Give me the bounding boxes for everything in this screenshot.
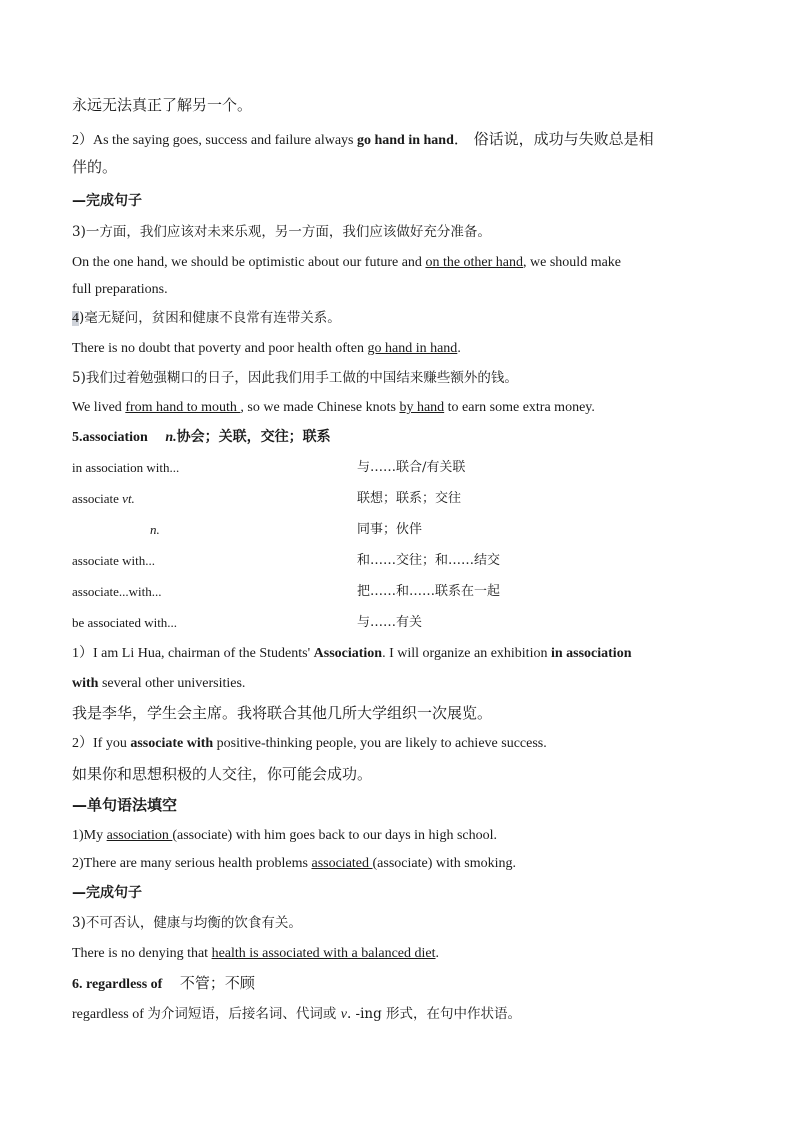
- note-term: v: [340, 1007, 347, 1022]
- example-sentence: [72, 675, 722, 693]
- key-phrase: associate with: [130, 736, 214, 751]
- vocab-translation: 联想；联系；交往: [357, 491, 462, 506]
- chinese-prompt: 3)不可否认，健康与均衡的饮食有关。: [72, 915, 302, 931]
- section-heading: —完成句子: [72, 193, 142, 209]
- chinese-prompt: 5)我们过着勉强糊口的日子，因此我们用手工做的中国结来赚些额外的钱。: [72, 370, 518, 386]
- phrase-text: associate: [72, 491, 123, 506]
- text-line: 永远无法真正了解另一个。: [72, 96, 253, 114]
- sentence-text: .: [457, 341, 461, 356]
- vocab-translation: 把……和……联系在一起: [357, 584, 501, 599]
- text-line: full preparations.: [72, 282, 168, 297]
- vocab-phrase: in association with...: [72, 460, 180, 475]
- sentence-text: to earn some extra money.: [444, 400, 595, 415]
- sentence-text: There is no doubt that poverty and poor health often: [72, 341, 368, 356]
- note-text: 为介词短语，后接名词、代词或: [147, 1006, 341, 1022]
- sentence-text: positive-thinking people, you are likely to achieve success.: [213, 736, 547, 751]
- sentence-text: several other universities.: [98, 676, 246, 691]
- sentence-text: (associate) with him goes back to our days in high school.: [172, 828, 498, 843]
- note-term: regardless of: [72, 1007, 148, 1022]
- sentence-text: 1)My: [72, 828, 107, 843]
- vocab-phrase: [150, 521, 794, 539]
- sentence-text: 1）I am Li Hua, chairman of the Students': [72, 646, 314, 661]
- answer-blank: go hand in hand: [367, 341, 458, 356]
- vocab-word: 6. regardless of: [72, 977, 163, 992]
- vocab-heading: [72, 428, 722, 447]
- answer-sentence: [72, 254, 722, 272]
- grammar-item: [72, 827, 722, 845]
- answer-blank: on the other hand: [425, 255, 524, 270]
- answer-blank: from hand to mouth: [125, 400, 241, 415]
- answer-blank: health is associated with a balanced diet: [211, 946, 436, 961]
- grammar-item: [72, 855, 722, 873]
- chinese-prompt: 3)一方面，我们应该对未来乐观，另一方面，我们应该做好充分准备。: [72, 224, 491, 240]
- part-of-speech: n.: [150, 522, 160, 537]
- vocab-translation: 和……交往；和……结交: [357, 553, 501, 568]
- vocab-meaning: 不管；不顾: [179, 974, 255, 992]
- sentence-text: We lived: [72, 400, 126, 415]
- section-heading: —完成句子: [72, 885, 142, 901]
- answer-sentence: [72, 399, 722, 417]
- vocab-translation: 与……联合/有关联: [357, 460, 466, 475]
- item-number: 4: [72, 311, 79, 326]
- sentence-text: (associate) with smoking.: [372, 856, 516, 871]
- example-sentence: [72, 735, 722, 753]
- key-phrase: with: [72, 676, 99, 691]
- key-phrase: in association: [550, 646, 632, 661]
- example-sentence: [72, 645, 722, 663]
- sentence-text: .: [435, 946, 439, 961]
- vocab-translation: 同事；伙伴: [357, 522, 423, 537]
- sentence-text: 2）If you: [72, 736, 131, 751]
- text-line: 伴的。: [72, 158, 118, 176]
- example-sentence: [72, 130, 722, 150]
- chinese-prompt: [72, 309, 722, 328]
- sentence-text: , so we made Chinese knots: [240, 400, 400, 415]
- sentence-translation: ． 俗话说，成功与失败总是相: [453, 130, 654, 148]
- answer-blank: associated: [311, 856, 373, 871]
- vocab-phrase: associate...with...: [72, 584, 162, 599]
- note-text: . -ing 形式，在句中作状语。: [346, 1006, 522, 1022]
- answer-blank: by hand: [399, 400, 445, 415]
- answer-blank: association: [106, 828, 173, 843]
- sentence-translation: 如果你和思想积极的人交往，你可能会成功。: [72, 765, 373, 783]
- sentence-text: There is no denying that: [72, 946, 212, 961]
- sentence-text: 2）As the saying goes, success and failure always: [72, 133, 357, 148]
- sentence-text: . I will organize an exhibition: [382, 646, 551, 661]
- vocab-heading: [72, 974, 722, 994]
- sentence-text: On the one hand, we should be optimistic about our future and: [72, 255, 426, 270]
- vocab-translation: 与……有关: [357, 615, 423, 630]
- section-heading: —单句语法填空: [72, 796, 178, 814]
- sentence-text: 2)There are many serious health problems: [72, 856, 312, 871]
- prompt-text: )毫无疑问，贫困和健康不良常有连带关系。: [79, 310, 341, 326]
- vocab-meaning: 协会；关联，交往；联系: [176, 429, 331, 445]
- key-phrase: Association: [313, 646, 383, 661]
- sentence-translation: 我是李华，学生会主席。我将联合其他几所大学组织一次展览。: [72, 704, 493, 722]
- key-phrase: go hand in hand: [356, 133, 454, 148]
- vocab-phrase: associate with...: [72, 553, 156, 568]
- usage-note: [72, 1005, 722, 1024]
- vocab-phrase: be associated with...: [72, 615, 178, 630]
- answer-sentence: [72, 340, 722, 358]
- answer-sentence: [72, 945, 722, 963]
- part-of-speech: n.: [165, 430, 177, 445]
- part-of-speech: vt.: [122, 491, 135, 506]
- sentence-text: , we should make: [523, 255, 622, 270]
- vocab-word: 5.association: [72, 430, 148, 445]
